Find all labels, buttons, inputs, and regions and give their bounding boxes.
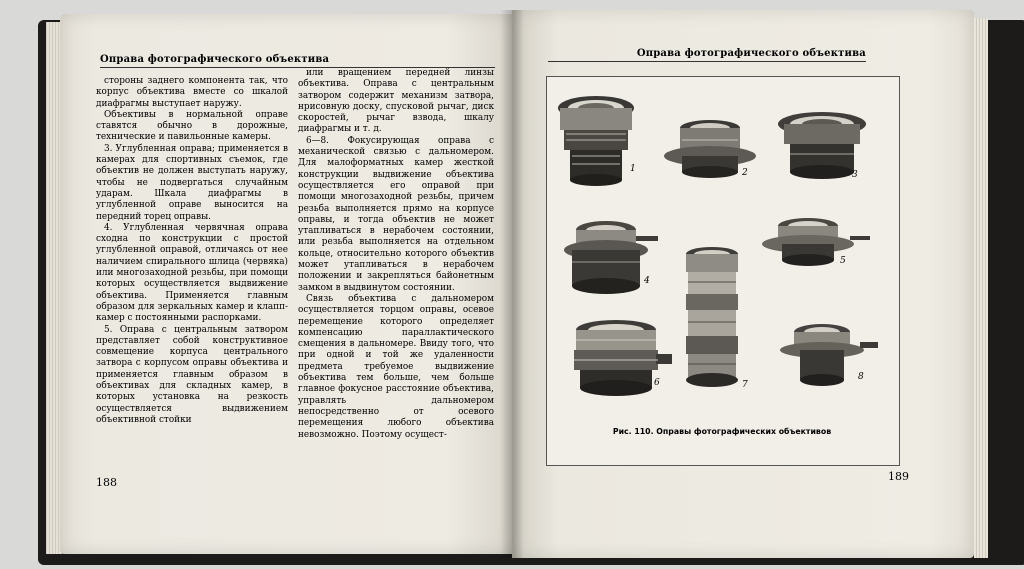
right-page-number: 189	[888, 470, 909, 483]
paragraph: 4. Углубленная червячная оправа сходна по конструкции с простой углубленной оправой, отличаясь от нее наличием спирального шлица (червяка) или многозаходной резьбы, при помощи которых осуществляется выдвижение объектива. Применяется главным образом для зеркальных камер и клапп-камер с постоянными распорками.	[96, 222, 288, 324]
right-page-edges	[974, 18, 988, 558]
right-running-head: Оправа фотографического объектива	[548, 48, 866, 62]
left-text-column-2	[298, 68, 494, 441]
book-gutter	[500, 10, 524, 558]
lens-number: 7	[742, 380, 748, 390]
paragraph: 5. Оправа с центральным затвором представляет собой конструктивное совмещение корпуса центрального затвора с корпусом оправы объектива и применяется главным образом в объективах для складных камер, в которых установка на резкость осуществляется выдвижением объективной стойки	[96, 324, 288, 425]
left-running-head: Оправа фотографического объектива	[100, 54, 495, 68]
lens-number: 5	[840, 256, 846, 266]
lens-illustration-1	[556, 94, 636, 189]
figure-caption: Рис. 110. Оправы фотографических объективов	[612, 427, 832, 436]
lens-number: 3	[852, 170, 858, 180]
left-page-number: 188	[96, 476, 117, 489]
lens-illustration-7	[682, 246, 744, 392]
paragraph: Объективы в нормальной оправе ставятся обычно в дорожные, технические и павильонные камеры.	[96, 109, 288, 143]
paragraph: или вращением передней линзы объектива. Оправа с центральным затвором содержит механизм затвора, нрисовную доску, спусковой рычаг, диск скоростей, рычаг взвода, шкалу диафрагмы и т. д.	[298, 68, 494, 135]
paragraph: 6—8. Фокусирующая оправа с механической связью с дальномером. Для малоформатных камер жесткой конструкции выдвижение объектива осуществляется его оправой при помощи многозаходной резьбы, причем резьба выполняется прямо на корпусе оправы, и тогда объектив не может утапливаться в нерабочем состоянии, или резьба выполняется на отдельном кольце, относительно которого объектив может утапливаться в нерабочем положении и закрепляться байонетным замком в выдвинутом состоянии.	[298, 135, 494, 293]
lens-illustration-8	[778, 322, 878, 396]
lens-number: 6	[654, 378, 660, 388]
paragraph: 3. Углубленная оправа; применяется в камерах для спортивных съемок, где объектив не должен выступать наружу, чтобы не подвергаться случайным ударам. Шкала диафрагмы в углубленной оправе выносится на передний торец оправы.	[96, 143, 288, 222]
paragraph: Связь объектива с дальномером осуществляется торцом оправы, осевое перемещение которого определяет компенсацию параллактического смещения в дальномере. Ввиду того, что при одной и той же удаленности предмета требуемое выдвижение объектива тем больше, чем больше главное фокусное расстояние объектива, управлять дальномером непосредственно от осевого перемещения любого объектива невозможно. Поэтому осущест-	[298, 293, 494, 440]
lens-illustration-5	[760, 216, 870, 276]
paragraph: стороны заднего компонента так, что корпус объектива вместе со шкалой диафрагмы выступает наружу.	[96, 76, 288, 109]
lens-illustration-4	[562, 218, 658, 302]
lens-number: 8	[858, 372, 864, 382]
lens-number: 2	[742, 168, 748, 178]
lens-number: 1	[630, 164, 636, 174]
left-text-column-1	[96, 76, 288, 426]
lens-number: 4	[644, 276, 650, 286]
